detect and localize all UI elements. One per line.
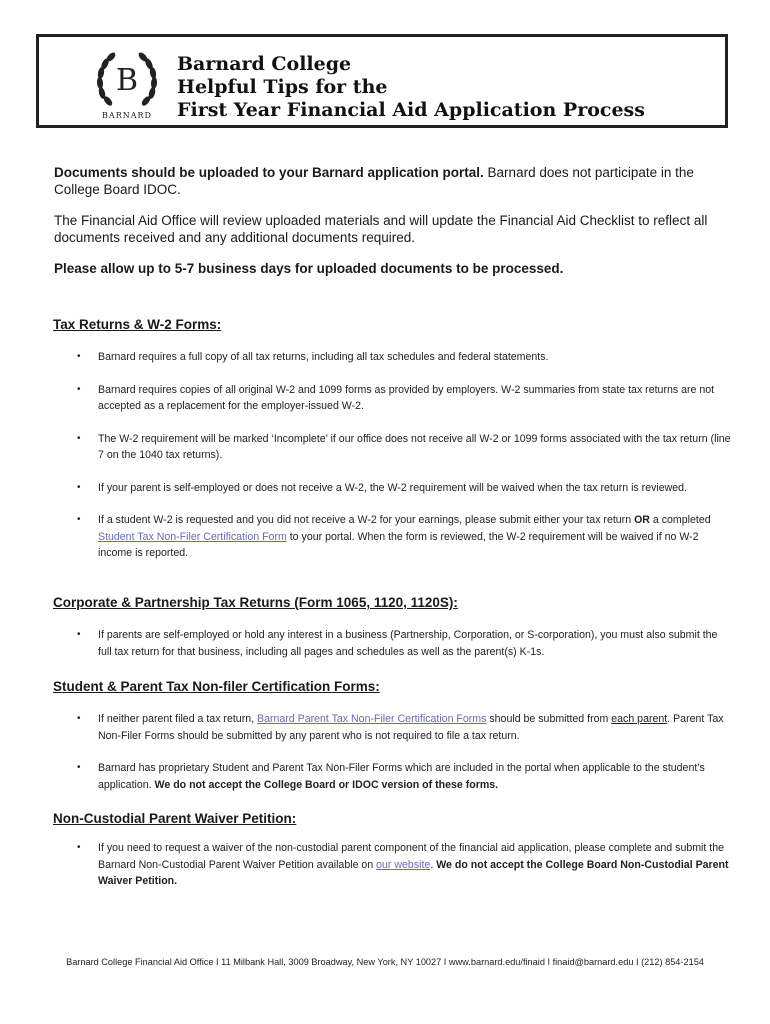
list-item: • If your parent is self-employed or does not receive a W-2, the W-2 requirement will be waived when the tax return is reviewed. — [53, 480, 733, 497]
header-titles — [177, 53, 645, 122]
section-noncustodial — [53, 811, 733, 890]
section-title-noncustodial: Non-Custodial Parent Waiver Petition: — [53, 811, 297, 826]
svg-text:BARNARD: BARNARD — [102, 111, 152, 120]
header-title-tips: Helpful Tips for the — [177, 76, 388, 98]
list-item: • If you need to request a waiver of the non-custodial parent component of the financial aid application, please complete and submit the Barnard Non-Custodial Parent Waiver Petition available on our website. We do not accept the College Board Non-Custodial Parent Waiver Petition. — [77, 842, 729, 887]
section-title-tax-returns: Tax Returns & W-2 Forms: — [53, 317, 222, 332]
section-corporate — [53, 595, 733, 660]
bullet: • — [77, 514, 81, 525]
header-title-college: Barnard College — [177, 53, 352, 75]
intro-paragraph-upload: Documents should be uploaded to your Barnard application portal. Barnard does not participate in the College Board IDOC. — [54, 165, 694, 197]
parent-nonfiler-forms-link[interactable]: Barnard Parent Tax Non-Filer Certification Forms — [257, 713, 487, 725]
bullet: • — [77, 629, 81, 640]
list-item: • The W-2 requirement will be marked ‘Incomplete’ if our office does not receive all W-2 or 1099 forms associated with the tax return (line 7 on the 1040 tax returns). — [77, 432, 731, 461]
list-item: • If parents are self-employed or hold any interest in a business (Partnership, Corporation, or S-corporation), you must also submit the full tax return for that business, including all pages and schedules as well as the parent(s) K-1s. — [77, 629, 718, 658]
bullet: • — [77, 481, 81, 493]
section-tax-returns — [53, 317, 733, 562]
list-item: • If neither parent filed a tax return, Barnard Parent Tax Non-Filer Certification Forms should be submitted from each parent. Parent Tax Non-Filer Forms should be submitted by any parent who is not required to file a tax return. — [77, 713, 724, 742]
bullet: • — [77, 432, 81, 444]
intro-paragraph-review: The Financial Aid Office will review uploaded materials and will update the Financial Aid Checklist to reflect all documents received and any additional documents required. — [54, 213, 708, 245]
list-item: • Barnard requires a full copy of all tax returns, including all tax schedules and federal statements. — [53, 349, 733, 366]
section-title-corporate: Corporate & Partnership Tax Returns (Form 1065, 1120, 1120S): — [53, 595, 458, 610]
svg-text:B: B — [115, 63, 139, 98]
section-nonfiler — [53, 679, 733, 793]
our-website-link[interactable]: our website — [376, 858, 431, 871]
list-item: • If a student W-2 is requested and you did not receive a W-2 for your earnings, please submit either your tax return OR a completed Student Tax Non-Filer Certification Form to your portal. When the form is reviewed, the W-2 requirement will be waived if no W-2 income is reported. — [77, 514, 711, 559]
barnard-logo — [92, 47, 162, 121]
list-item: • Barnard has proprietary Student and Parent Tax Non-Filer Forms which are included in the portal when applicable to the student’s application. We do not accept the College Board or IDOC version of these forms. — [77, 762, 705, 791]
list-item: • Barnard requires copies of all original W-2 and 1099 forms as provided by employers. W-2 summaries from state tax returns are not accepted as a replacement for the employer-issued W-2. — [77, 383, 715, 412]
bullet: • — [77, 383, 81, 395]
section-title-nonfiler: Student & Parent Tax Non-filer Certification Forms: — [53, 679, 380, 694]
header-box — [36, 34, 728, 128]
bullet: • — [77, 842, 81, 853]
bullet: • — [77, 762, 81, 773]
header-title-process: First Year Financial Aid Application Process — [177, 99, 645, 121]
student-nonfiler-form-link[interactable]: Student Tax Non-Filer Certification Form — [98, 530, 287, 543]
footer-contact: Barnard College Financial Aid Office I 11 Milbank Hall, 3009 Broadway, New York, NY 10027 I www.barnard.edu/finaid I finaid@barnard.edu I (212) 854-2154 — [66, 957, 704, 967]
bullet: • — [77, 713, 81, 724]
intro — [54, 164, 726, 291]
intro-paragraph-processing: Please allow up to 5-7 business days for uploaded documents to be processed. — [54, 261, 564, 276]
bullet: • — [77, 351, 81, 362]
